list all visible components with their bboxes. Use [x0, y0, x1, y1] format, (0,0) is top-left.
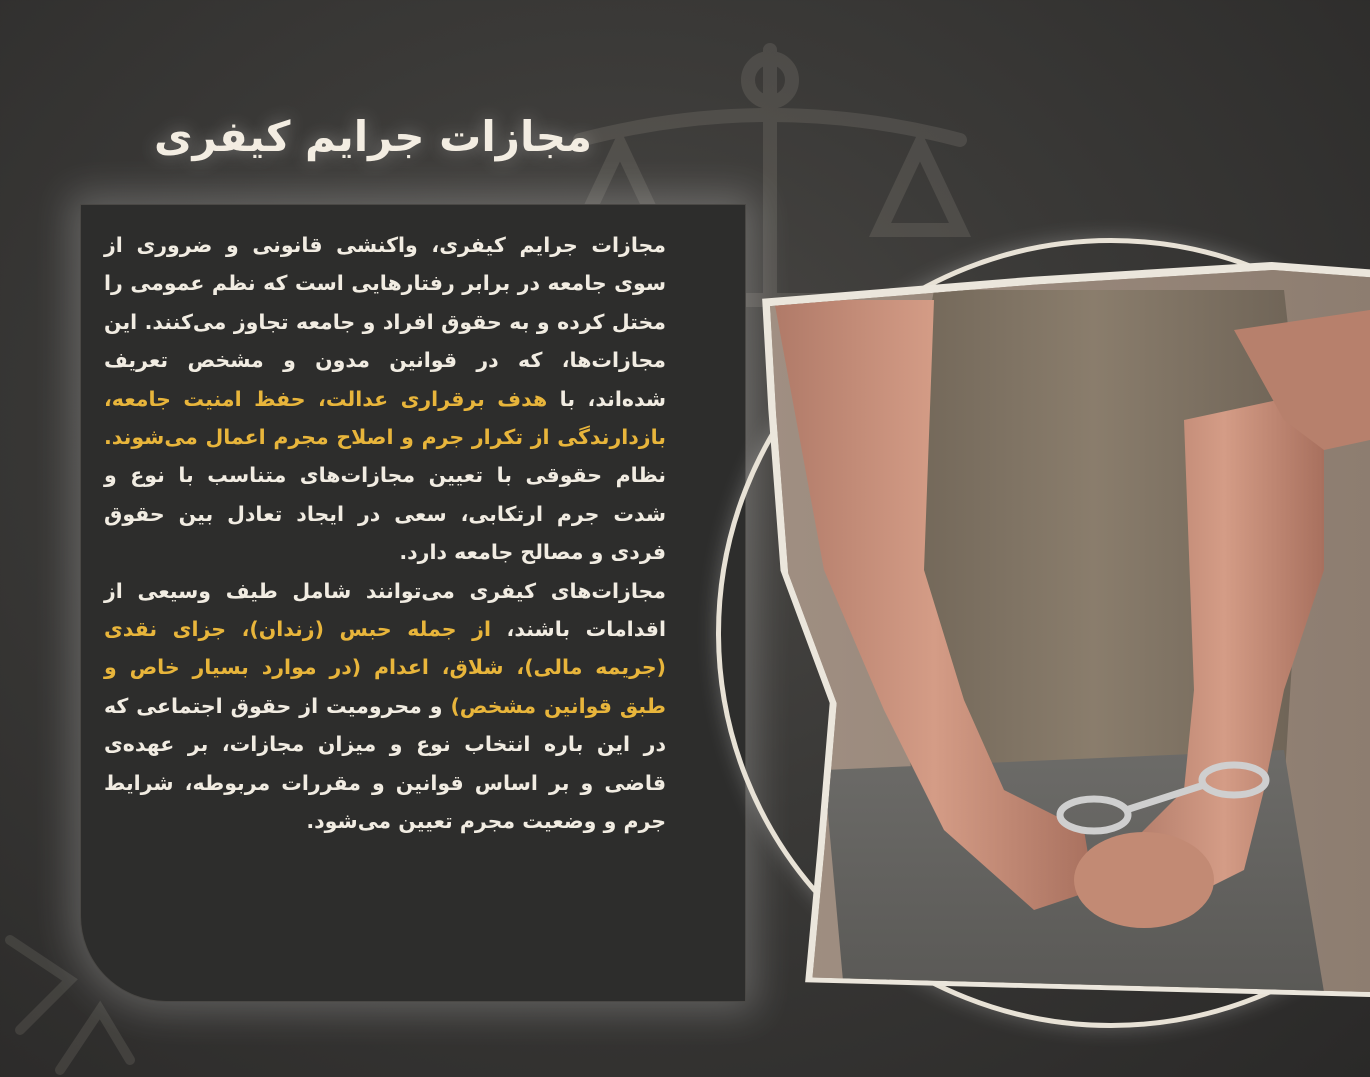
- paragraph-2-highlight: از جمله حبس (زندان)، جزای نقدی (جریمه مالی)، شلاق، اعدام (در موارد بسیار خاص و طبق قوانین مشخص): [104, 617, 666, 718]
- paragraph-1-text-a: مجازات جرایم کیفری، واکنشی قانونی و ضروری از سوی جامعه در برابر رفتارهایی است که نظم عمومی را مختل کرده و به حقوق افراد و جامعه تجاوز می‌کنند. این مجازات‌ها، که در قوانین مدون و مشخص تعریف شده‌اند، با: [104, 233, 666, 411]
- paragraph-2-text-b: و محرومیت از حقوق اجتماعی که در این باره انتخاب نوع و میزان مجازات، بر عهده‌ی قاضی و بر اساس قوانین و مقررات مربوطه، شرایط جرم و وضعیت مجرم تعیین می‌شود.: [104, 693, 666, 834]
- paragraph-1-text-b: نظام حقوقی با تعیین مجازات‌های متناسب با نوع و شدت جرم ارتکابی، سعی در ایجاد تعادل بین حقوق فردی و مصالح جامعه دارد.: [104, 463, 666, 565]
- handcuffed-person-photo: [764, 270, 1370, 992]
- paragraph-2-text-a: مجازات‌های کیفری می‌توانند شامل طیف وسیعی از اقدامات باشند،: [104, 578, 666, 642]
- paragraph-1-highlight: هدف برقراری عدالت، حفظ امنیت جامعه، بازدارندگی از تکرار جرم و اصلاح مجرم اعمال می‌شوند.: [104, 386, 666, 450]
- paragraph-2: [104, 572, 666, 841]
- page-title: مجازات جرایم کیفری: [154, 112, 592, 161]
- paragraph-1: [104, 226, 666, 572]
- body-text: [104, 226, 666, 841]
